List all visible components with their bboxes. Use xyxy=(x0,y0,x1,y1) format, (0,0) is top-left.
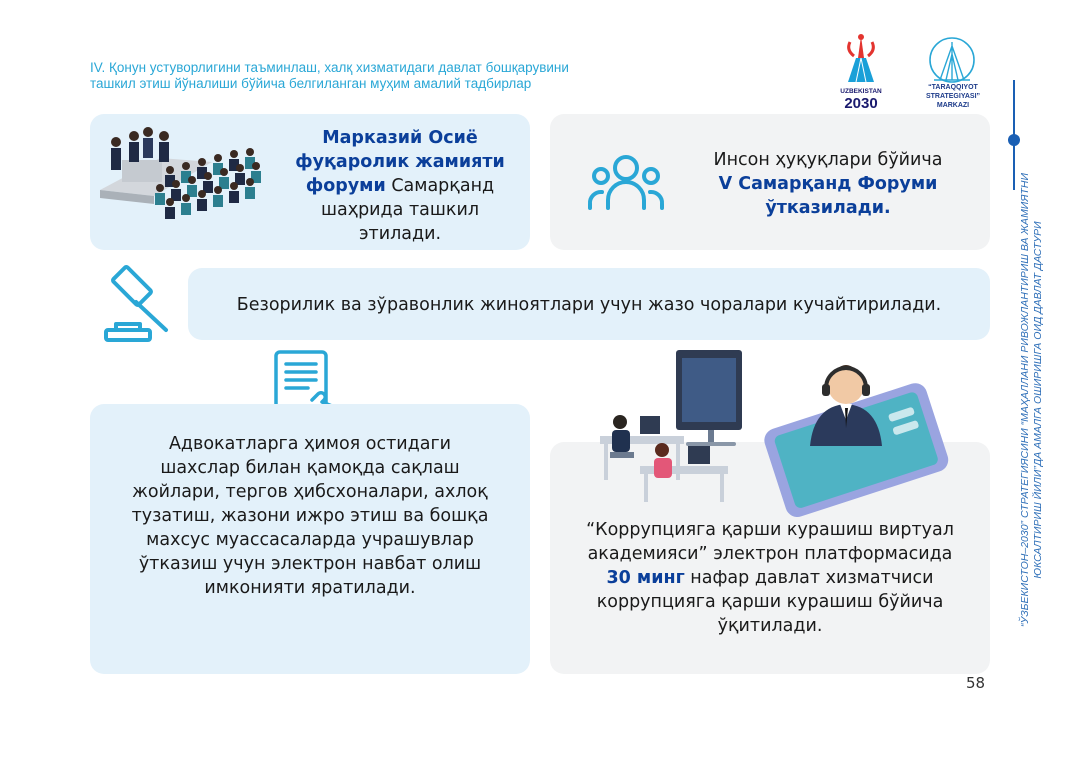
anti-corruption-part2: нафар давлат хизматчиси коррупцияга қарши курашиш бўйича ўқитилади. xyxy=(596,568,944,636)
forum-card-bold: Марказий Осиё фуқаролик жамияти форуми xyxy=(295,128,505,196)
section-header xyxy=(90,60,650,92)
hooliganism-text: Безорилик ва зўравонлик жиноятлари учун жазо чоралари кучайтирилади. xyxy=(236,295,942,315)
side-program-title: “ЎЗБЕКИСТОН–2030” СТРАТЕГИЯСИНИ “МАҲАЛЛАНИ РИВОЖЛАНТИРИШ ВА ЖАМИЯТНИ ЮКСАЛТИРИШ ЙИЛИ”ДА АМАЛГА ОШИРИШГА ОИД ДАВЛАТ ДАСТУРИ xyxy=(1019,173,1044,627)
gavel-icon xyxy=(98,264,178,346)
svg-text:2030: 2030 xyxy=(844,95,878,112)
uzbekistan-2030-logo xyxy=(836,32,886,110)
conference-illustration xyxy=(100,122,275,222)
anti-corruption-bold: 30 минг xyxy=(606,568,685,588)
anti-corruption-part1: “Коррупцияга қарши курашиш виртуал академияси” электрон платформасида xyxy=(586,520,954,564)
forum-card-text xyxy=(280,126,520,246)
page-number: 58 xyxy=(966,674,986,692)
people-group-icon xyxy=(588,152,664,212)
header-line-2: ташкил этиш йўналиши бўйича белгиланган муҳим амалий тадбирлар xyxy=(90,76,532,91)
human-rights-forum-normal: Инсон ҳуқуқлари бўйича xyxy=(713,150,943,170)
svg-text:UZBEKISTAN: UZBEKISTAN xyxy=(840,88,882,95)
human-rights-forum-text xyxy=(690,148,966,220)
header-line-1: IV. Қонун устуворлигини таъминлаш, халқ хизматидаги давлат бошқарувини xyxy=(90,60,569,75)
anti-corruption-text xyxy=(584,518,956,638)
lawyer-queue-text: Адвокатларга ҳимоя остидаги шахслар билан қамоқда сақлаш жойлари, тергов ҳибсхоналари, ахлоқ тузатиш, жазони ижро этиш ва бошқа махсус муассасаларда учрашувлар ўтказиш учун электрон навбат олиш имконияти яратилади. xyxy=(131,434,489,598)
virtual-academy-illustration xyxy=(596,346,942,506)
forum-card-normal: Самарқанд шаҳрида ташкил этилади. xyxy=(320,176,495,244)
strategy-center-logo-text: “TARAQQIYOT STRATEGIYASI” MARKAZI xyxy=(925,84,981,109)
human-rights-forum-bold: V Самарқанд Форуми ўтказилади. xyxy=(718,174,938,218)
